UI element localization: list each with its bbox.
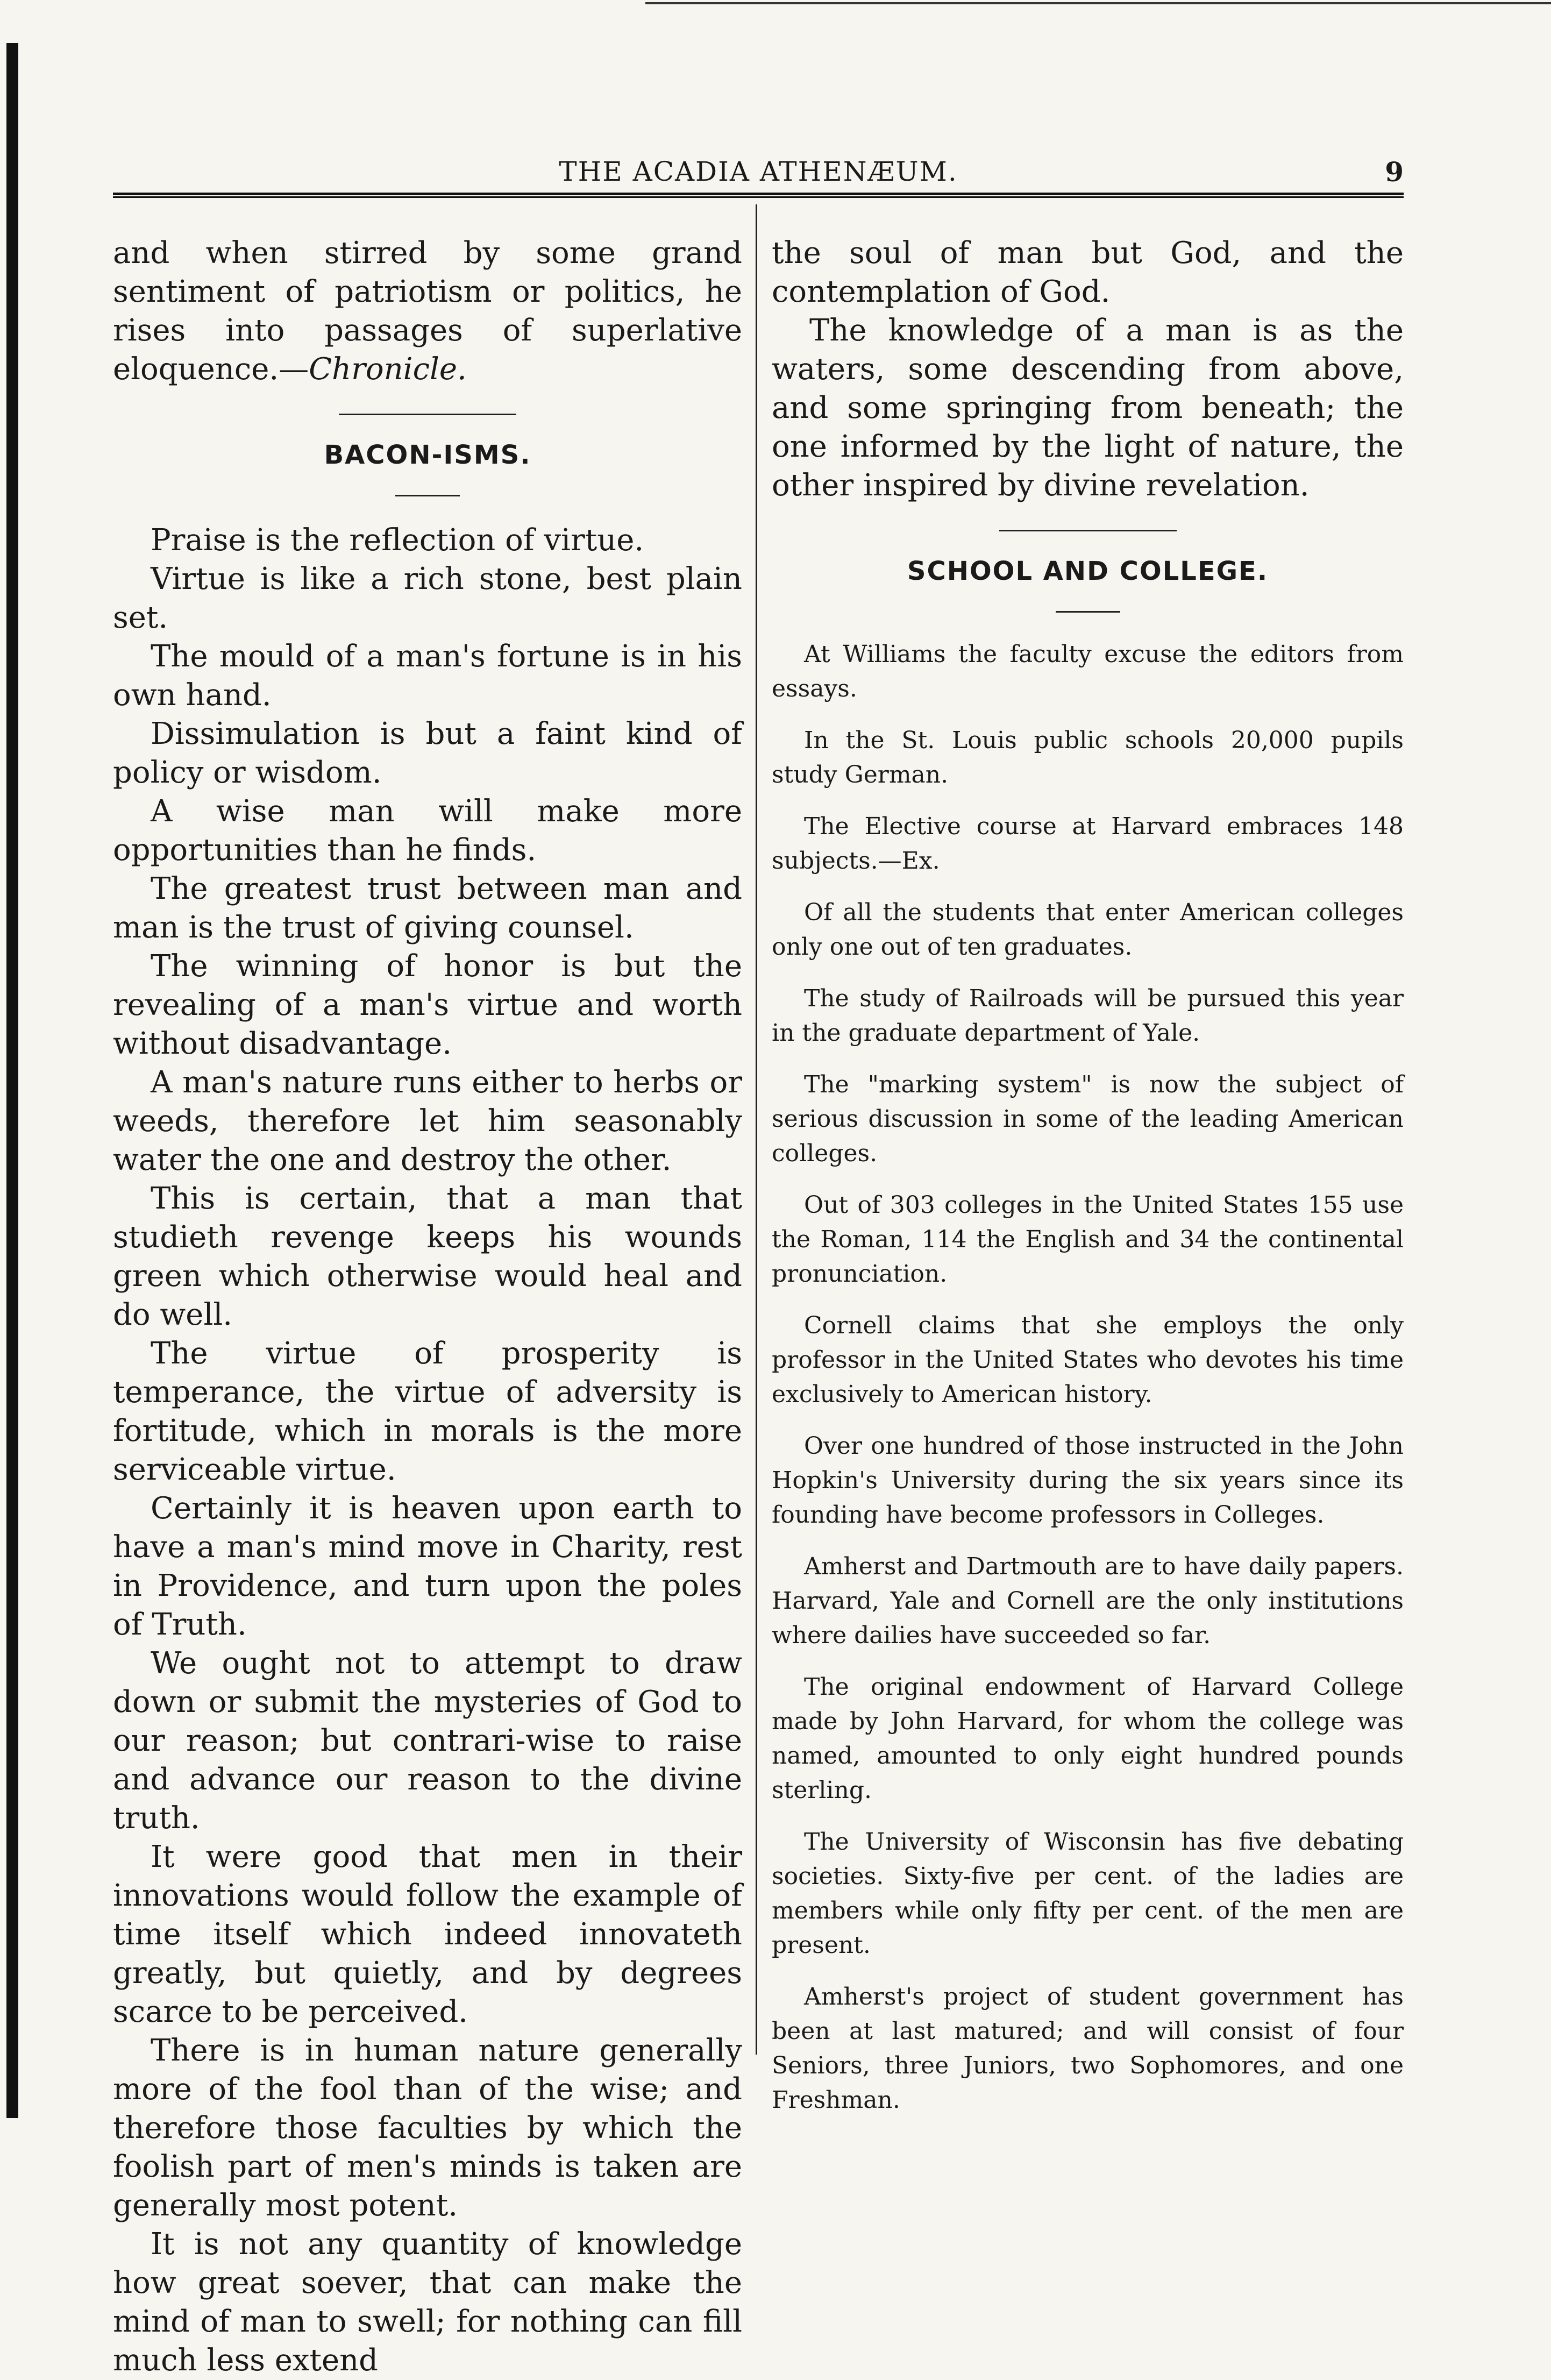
- saying: The greatest trust between man and man is the trust of giving counsel.: [113, 871, 742, 945]
- running-title: THE ACADIA ATHENÆUM.: [559, 156, 958, 187]
- column-divider: [756, 204, 757, 2055]
- page-header: [113, 156, 1404, 194]
- scan-edge-top: [645, 2, 1551, 4]
- left-column: [113, 234, 742, 2380]
- saying: Virtue is like a rich stone, best plain set.: [113, 562, 742, 635]
- continuation-paragraph: [113, 234, 742, 389]
- saying: We ought not to attempt to draw down or submit the mysteries of God to our reason; but contrari-wise to raise and advance our reason to the divine truth.: [113, 1646, 742, 1836]
- saying: A man's nature runs either to herbs or weeds, therefore let him seasonably water the one and destroy the other.: [113, 1065, 742, 1177]
- news-item: Over one hundred of those instructed in the John Hopkin's University during the six years since its founding have become professors in Colleges.: [772, 1432, 1404, 1529]
- saying: The virtue of prosperity is temperance, the virtue of adversity is fortitude, which in morals is the more serviceable virtue.: [113, 1336, 742, 1487]
- knowledge-paragraph: The knowledge of a man is as the waters, some descending from above, and some springing from beneath; the one informed by the light of nature, the other inspired by divine revelation.: [772, 313, 1404, 503]
- saying: Praise is the reflection of virtue.: [151, 523, 644, 558]
- news-item: The "marking system" is now the subject of serious discussion in some of the leading American colleges.: [772, 1071, 1404, 1167]
- newspaper-page: [113, 140, 1404, 2378]
- right-column: [772, 234, 1404, 2135]
- continuation-text: and when stirred by some grand sentiment of patriotism or politics, he rises into passages of superlative eloquence.—: [113, 236, 742, 387]
- saying: Certainly it is heaven upon earth to have a man's mind move in Charity, rest in Providence, and turn upon the poles of Truth.: [113, 1491, 742, 1642]
- news-item: Of all the students that enter American colleges only one out of ten graduates.: [772, 899, 1404, 961]
- saying: It is not any quantity of knowledge how great soever, that can make the mind of man to swell; for nothing can fill much less extend: [113, 2227, 742, 2378]
- news-item: Amherst's project of student government has been at last matured; and will consist of four Seniors, three Juniors, two Sophomores, and one Freshman.: [772, 1983, 1404, 2114]
- saying: It were good that men in their innovations would follow the example of time itself which indeed innovateth greatly, but quietly, and by degrees scarce to be perceived.: [113, 1839, 742, 2029]
- section-title-school-and-college: SCHOOL AND COLLEGE.: [907, 556, 1269, 586]
- news-item: The study of Railroads will be pursued this year in the graduate department of Yale.: [772, 985, 1404, 1047]
- news-item: In the St. Louis public schools 20,000 pupils study German.: [772, 727, 1404, 788]
- continuation-paragraph: the soul of man but God, and the contemplation of God.: [772, 236, 1404, 309]
- news-item: The Elective course at Harvard embraces 148 subjects.—Ex.: [772, 813, 1404, 875]
- saying: The mould of a man's fortune is in his own hand.: [113, 639, 742, 713]
- saying: This is certain, that a man that studieth revenge keeps his wounds green which otherwise would heal and do well.: [113, 1181, 742, 1332]
- saying: Dissimulation is but a faint kind of policy or wisdom.: [113, 716, 742, 790]
- news-item: The University of Wisconsin has five debating societies. Sixty-five per cent. of the ladies are members while only fifty per cent. of the men are present.: [772, 1828, 1404, 1959]
- news-item: The original endowment of Harvard College made by John Harvard, for whom the college was named, amounted to only eight hundred pounds sterling.: [772, 1673, 1404, 1804]
- sayings-list: [113, 521, 742, 2380]
- saying: The winning of honor is but the revealing of a man's virtue and worth without disadvantage.: [113, 949, 742, 1061]
- news-item: Out of 303 colleges in the United States 155 use the Roman, 114 the English and 34 the continental pronunciation.: [772, 1191, 1404, 1288]
- section-title-underline: [395, 495, 460, 496]
- news-item: Cornell claims that she employs the only professor in the United States who devotes his time exclusively to American history.: [772, 1312, 1404, 1408]
- header-rule: [113, 193, 1404, 198]
- section-title-baconisms: BACON-ISMS.: [324, 440, 531, 470]
- saying: A wise man will make more opportunities than he finds.: [113, 794, 742, 868]
- section-divider: [999, 530, 1177, 531]
- news-item: Amherst and Dartmouth are to have daily papers. Harvard, Yale and Cornell are the only institutions where dailies have succeeded so far.: [772, 1553, 1404, 1649]
- section-divider: [339, 414, 516, 415]
- saying: There is in human nature generally more of the fool than of the wise; and therefore those faculties by which the foolish part of men's minds is taken are generally most potent.: [113, 2033, 742, 2223]
- page-number: 9: [1385, 156, 1404, 188]
- scan-edge-left: [6, 43, 18, 2118]
- news-item: At Williams the faculty excuse the editors from essays.: [772, 641, 1404, 702]
- attribution: Chronicle.: [309, 352, 467, 387]
- news-items: [772, 637, 1404, 2118]
- section-title-underline: [1056, 611, 1120, 613]
